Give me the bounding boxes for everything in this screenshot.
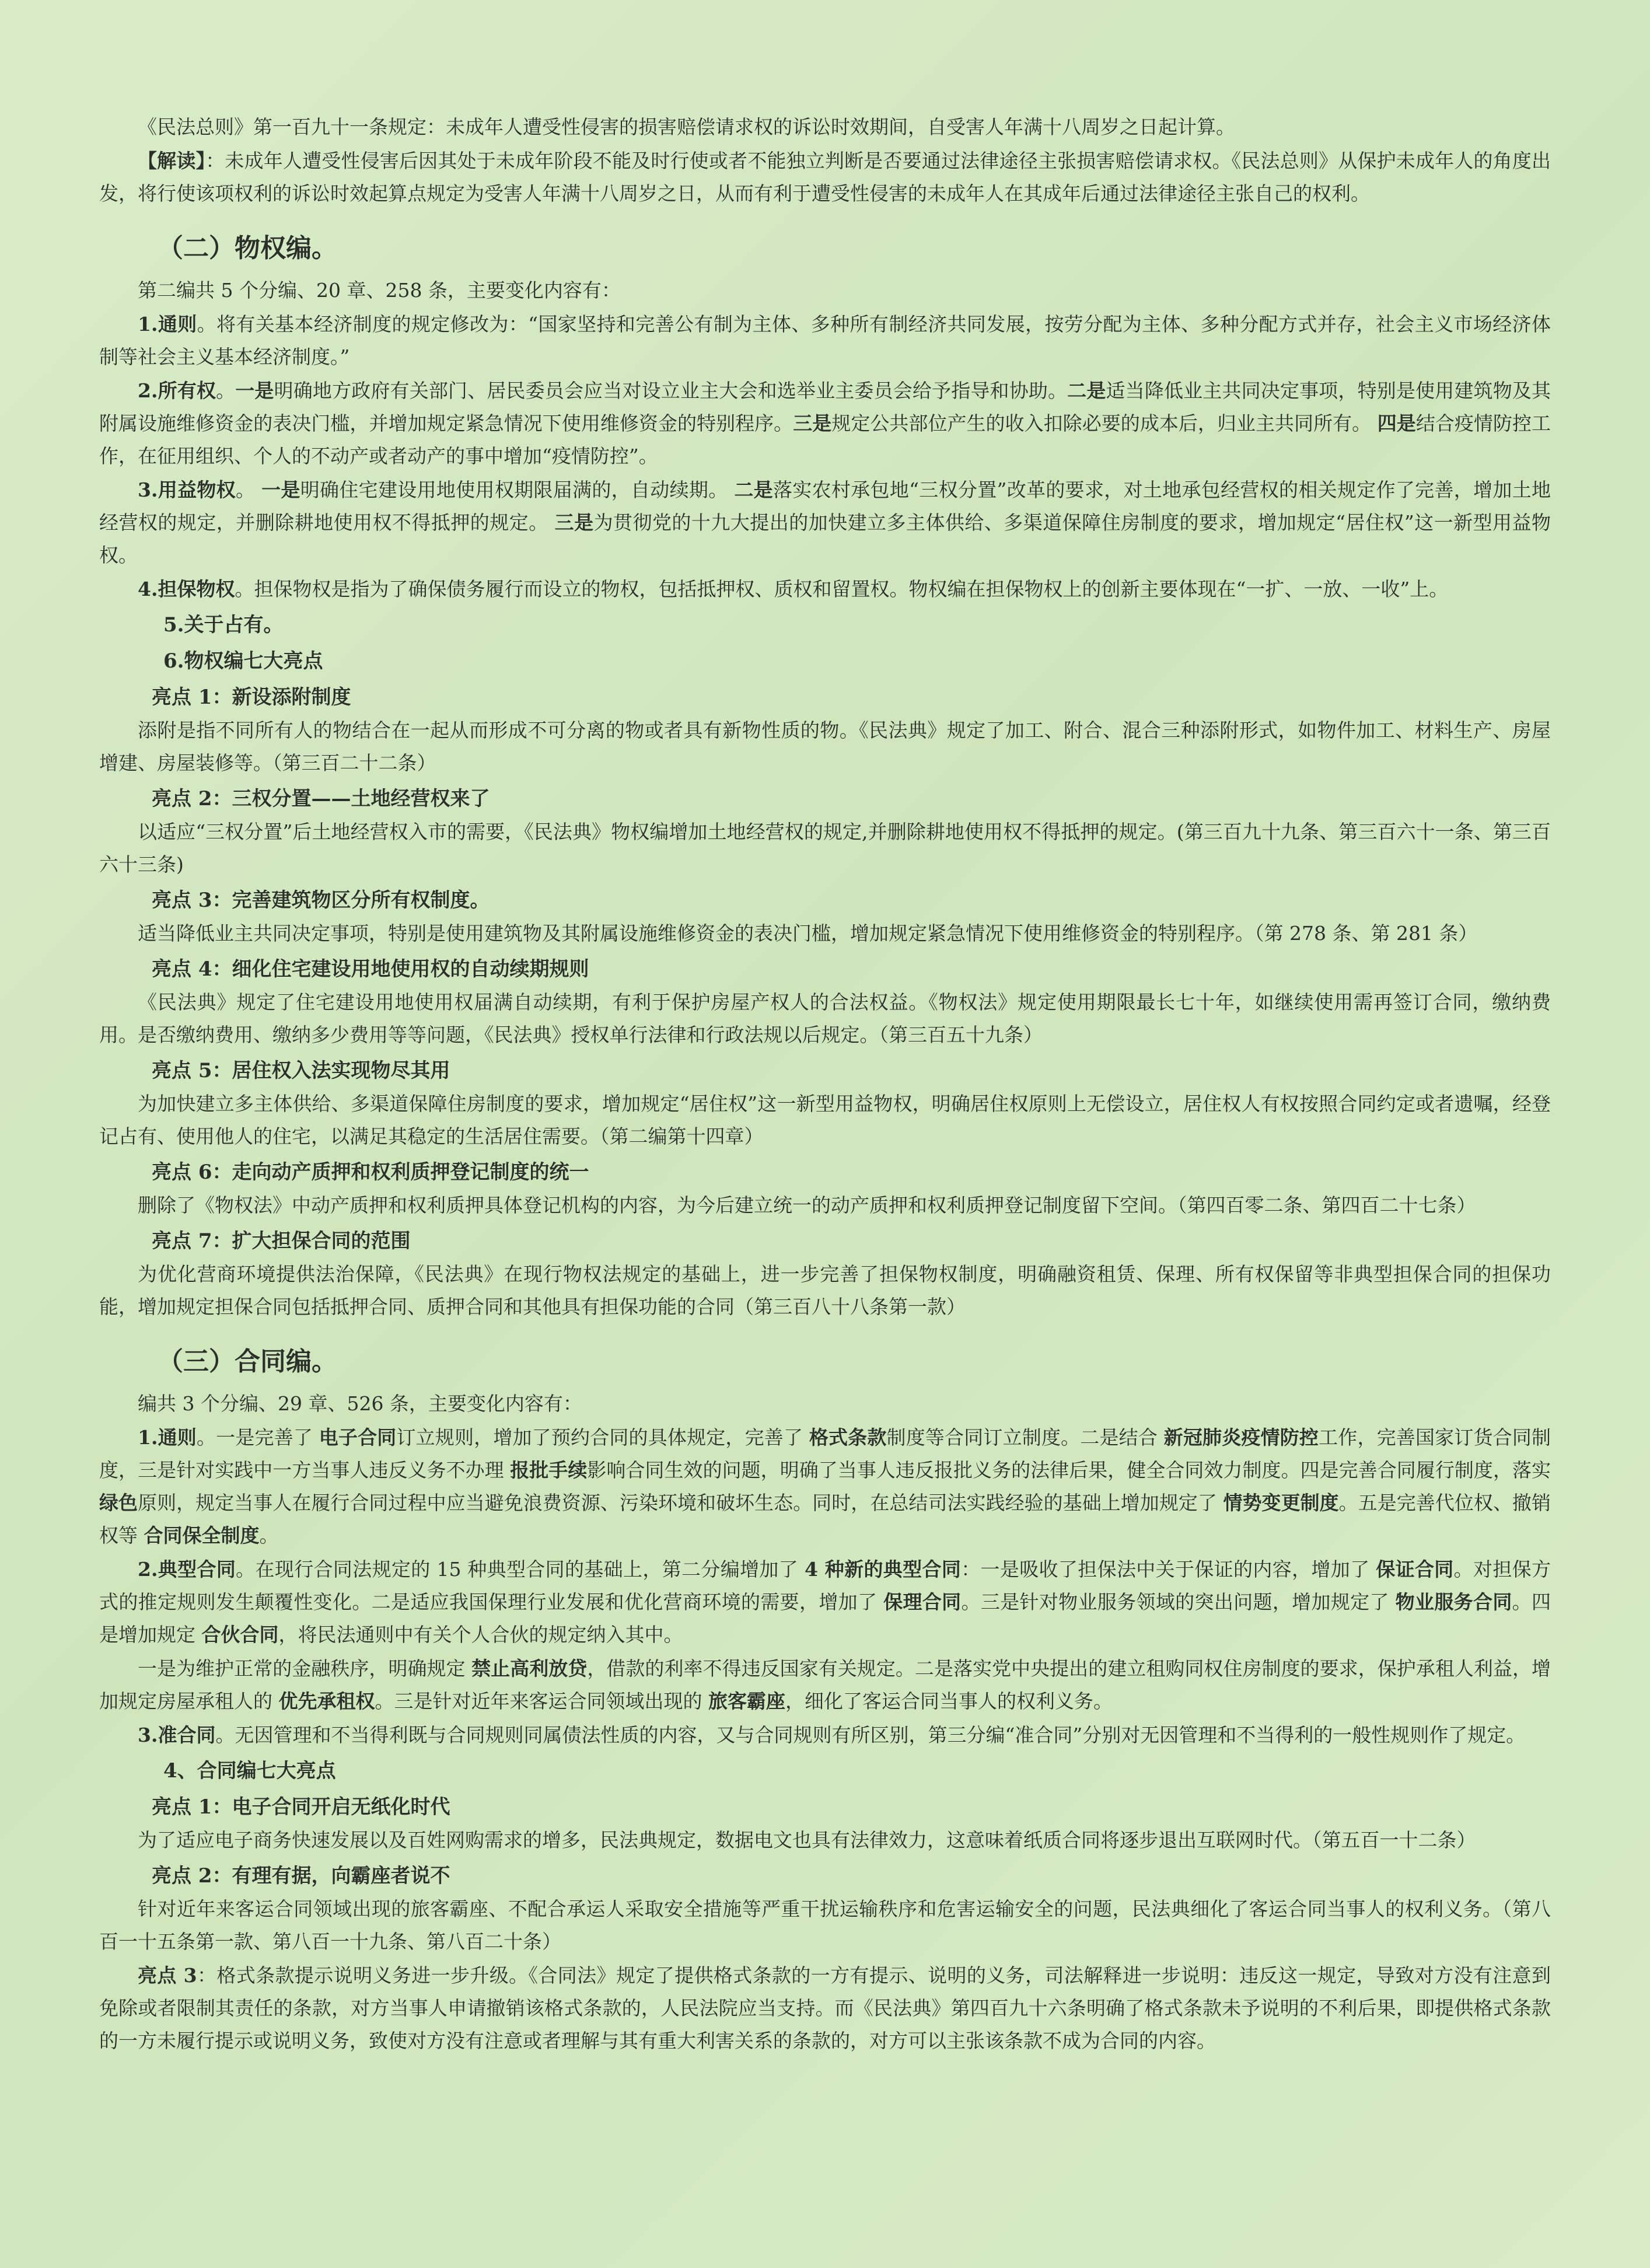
intro-law-paragraph: 《民法总则》第一百九十一条规定：未成年人遭受性侵害的损害赔偿请求权的诉讼时效期间，自受害人年满十八周岁之日起计算。 [138,116,1235,138]
item-label: 3.用益物权 [138,478,236,501]
keyword: 三是 [793,412,832,435]
keyword: 优先承租权 [278,1690,375,1713]
contract-typical-item [99,1553,1551,1651]
item-text: ，将民法通则中有关个人合伙的规定纳入其中。 [278,1623,683,1646]
property-possession-item: 5.关于占有。 [163,613,284,637]
keyword: 二是 [1067,379,1106,402]
property-highlight-3-title: 亮点 3：完善建筑物区分所有权制度。 [152,889,490,912]
item-label: 2.所有权 [138,379,216,402]
item-label: 2.典型合同 [138,1558,236,1581]
keyword: 禁止高利放贷 [471,1657,588,1680]
property-highlight-1-title: 亮点 1：新设添附制度 [152,686,351,709]
keyword: 三是 [554,511,594,534]
item-text: 。担保物权是指为了确保债务履行而设立的物权，包括抵押权、质权和留置权。物权编在担保物权上的创新主要体现在“一扩、一放、一收”上。 [235,578,1449,600]
item-text: ：格式条款提示说明义务进一步升级。《合同法》规定了提供格式条款的一方有提示、说明的义务，司法解释进一步说明：违反这一规定，导致对方没有注意到免除或者限制其责任的条款，对方当事人申请撤销该格式条款的，人民法院应当支持。而《民法典》第四百九十六条明确了格式条款未予说明的不利后果，即提供格式条款的一方未履行提示或说明义务，致使对方没有注意或者理解与其有重大利害关系的条款的，对方可以主张该条款不成为合同的内容。 [99,1964,1551,2052]
item-label: 1.通则 [138,1426,197,1449]
contract-quasi-item [99,1719,1551,1752]
keyword: 合同保全制度 [144,1524,260,1547]
contract-highlight-2-text: 针对近年来客运合同领域出现的旅客霸座、不配合承运人采取安全措施等严重干扰运输秩序和危害运输安全的问题，民法典细化了客运合同当事人的权利义务。（第八百一十五条第一款、第八百一十九条、第八百二十条） [99,1897,1551,1953]
contract-highlight-3-paragraph [99,1959,1551,2057]
contract-highlights-heading: 4、合同编七大亮点 [163,1759,336,1783]
item-text: ，借款的利率不得违反国家有关规定。二是落实党中央提出的建立租购同权住房制度的要求，保护承租人利益，增加规定房屋承租人的 [99,1657,1551,1713]
property-security-item [99,573,1551,606]
item-text: 。三是针对物业服务领域的突出问题，增加规定了 [961,1591,1396,1613]
property-highlight-5-title: 亮点 5：居住权入法实现物尽其用 [152,1059,450,1082]
item-text: 。 [236,478,256,501]
item-text: 。在现行合同法规定的 15 种典型合同的基础上，第二分编增加了 [236,1558,805,1581]
item-label: 3.准合同 [138,1724,216,1746]
item-text: 明确地方政府有关部门、居民委员会应当对设立业主大会和选举业主委员会给予指导和协助。 [274,379,1068,402]
keyword: 新冠肺炎疫情防控 [1163,1426,1319,1449]
property-highlight-6-text: 删除了《物权法》中动产质押和权利质押具体登记机构的内容，为今后建立统一的动产质押和权利质押登记制度留下空间。（第四百零二条、第四百二十七条） [138,1194,1476,1217]
property-highlight-7-title: 亮点 7：扩大担保合同的范围 [152,1229,411,1253]
item-text: 适当降低业主共同决定事项，特别是使用建筑物及其附属设施维修资金的表决门槛，并增加规定紧急情况下使用维修资金的特别程序。 [99,379,1551,435]
keyword: 一是 [261,478,300,501]
item-text: 。四是增加规定 [99,1591,1551,1646]
section-property-title: （二）物权编。 [158,233,337,263]
item-text: 原则，规定当事人在履行合同过程中应当避免浪费资源、污染环境和破坏生态。同时，在总结司法实践经验的基础上增加规定了 [138,1491,1223,1514]
property-highlight-3-text: 适当降低业主共同决定事项，特别是使用建筑物及其附属设施维修资金的表决门槛，增加规定紧急情况下使用维修资金的特别程序。（第 278 条、第 281 条） [138,922,1478,945]
contract-typical-continued [99,1652,1551,1718]
highlight-label: 亮点 3 [138,1964,197,1987]
property-highlight-4-title: 亮点 4：细化住宅建设用地使用权的自动续期规则 [152,957,589,981]
keyword: 格式条款 [809,1426,887,1449]
property-highlight-5-text: 为加快建立多主体供给、多渠道保障住房制度的要求，增加规定“居住权”这一新型用益物权，明确居住权原则上无偿设立，居住权人有权按照合同约定或者遗嘱，经登记占有、使用他人的住宅，以满足其稳定的生活居住需要。（第二编第十四章） [99,1092,1551,1148]
keyword: 保证合同 [1376,1558,1454,1581]
item-label: 4.担保物权 [138,578,235,600]
keyword: 电子合同 [319,1426,397,1449]
item-text: 。一是完善了 [196,1426,319,1449]
keyword: 四是 [1377,412,1416,435]
item-text: 。五是完善代位权、撤销权等 [99,1491,1551,1547]
keyword: 合伙合同 [201,1623,279,1646]
item-text: 。将有关基本经济制度的规定修改为：“国家坚持和完善公有制为主体、多种所有制经济共同发展，按劳分配为主体、多种分配方式并存，社会主义市场经济体制等社会主义基本经济制度。” [99,313,1551,368]
contract-highlight-2-title: 亮点 2：有理有据，向霸座者说不 [152,1864,450,1888]
intro-interpretation-paragraph [99,145,1551,210]
item-text: 为贯彻党的十九大提出的加快建立多主体供给、多渠道保障住房制度的要求，增加规定“居住权”这一新型用益物权。 [99,511,1551,567]
item-text: 。 [216,379,236,402]
property-highlight-2-text: 以适应“三权分置”后土地经营权入市的需要，《民法典》物权编增加土地经营权的规定,并删除耕地使用权不得抵押的规定。(第三百九十九条、第三百六十一条、第三百六十三条) [99,820,1551,876]
property-highlight-4-text: 《民法典》规定了住宅建设用地使用权届满自动续期，有利于保护房屋产权人的合法权益。《物权法》规定使用期限最长七十年，如继续使用需再签订合同，缴纳费用。是否缴纳费用、缴纳多少费用等等问题，《民法典》授权单行法律和行政法规以后规定。（第三百五十九条） [99,991,1551,1046]
item-text: 明确住宅建设用地使用权期限届满的，自动续期。 [300,478,728,501]
item-text: 制度等合同订立制度。二是结合 [886,1426,1164,1449]
keyword: 旅客霸座 [708,1690,785,1713]
keyword: 情势变更制度 [1223,1491,1339,1514]
item-text: 工作，完善国家订货合同制度，三是针对实践中一方当事人违反义务不办理 [99,1426,1551,1481]
property-ownership-item [99,375,1551,473]
item-text: 。无因管理和不当得利既与合同规则同属债法性质的内容，又与合同规则有所区别，第三分编“准合同”分别对无因管理和不当得利的一般性规则作了规定。 [215,1724,1526,1746]
item-text: 落实农村承包地“三权分置”改革的要求，对土地承包经营权的相关规定作了完善，增加土地经营权的规定，并删除耕地使用权不得抵押的规定。 [99,478,1551,534]
contract-highlight-1-title: 亮点 1：电子合同开启无纸化时代 [152,1795,450,1819]
keyword: 绿色 [99,1491,138,1514]
section-property-intro: 第二编共 5 个分编、20 章、258 条，主要变化内容有： [138,279,621,302]
keyword: 报批手续 [510,1459,588,1481]
item-text: 一是为维护正常的金融秩序，明确规定 [138,1657,472,1680]
item-text: 影响合同生效的问题，明确了当事人违反报批义务的法律后果，健全合同效力制度。四是完善合同履行制度，落实 [587,1459,1551,1481]
property-highlight-1-text: 添附是指不同所有人的物结合在一起从而形成不可分离的物或者具有新物性质的物。《民法典》规定了加工、附合、混合三种添附形式，如物件加工、材料生产、房屋增建、房屋装修等。（第三百二十二条） [99,719,1551,774]
property-highlight-7-text: 为优化营商环境提供法治保障，《民法典》在现行物权法规定的基础上，进一步完善了担保物权制度，明确融资租赁、保理、所有权保留等非典型担保合同的担保功能，增加规定担保合同包括抵押合同、质押合同和其他具有担保功能的合同（第三百八十八条第一款） [99,1263,1551,1318]
item-text: 订立规则，增加了预约合同的具体规定，完善了 [396,1426,809,1449]
item-text: 。 [259,1524,279,1547]
item-text: 结合疫情防控工作，在征用组织、个人的不动产或者动产的事中增加“疫情防控”。 [99,412,1551,467]
property-highlights-heading: 6.物权编七大亮点 [163,649,323,673]
section-contract-title: （三）合同编。 [158,1347,337,1376]
keyword: 4 种新的典型合同 [804,1558,962,1581]
item-label: 1.通则 [138,313,197,336]
keyword: 保理合同 [883,1591,962,1613]
property-highlight-2-title: 亮点 2：三权分置——土地经营权来了 [152,787,490,810]
interpretation-label: 【解读】 [138,149,206,172]
keyword: 二是 [734,478,773,501]
item-text: ，细化了客运合同当事人的权利义务。 [785,1690,1113,1713]
item-text: 。三是针对近年来客运合同领域出现的 [375,1690,708,1713]
property-usufruct-item [99,474,1551,572]
item-text: ：一是吸收了担保法中关于保证的内容，增加了 [961,1558,1376,1581]
contract-general-item [99,1421,1551,1552]
item-text: 。对担保方式的推定规则发生颠覆性变化。二是适应我国保理行业发展和优化营商环境的需要，增加了 [99,1558,1551,1613]
property-general-item [99,308,1551,373]
keyword: 物业服务合同 [1395,1591,1512,1613]
section-contract-intro: 编共 3 个分编、29 章、526 条，主要变化内容有： [138,1392,582,1415]
item-text: 规定公共部位产生的收入扣除必要的成本后，归业主共同所有。 [831,412,1372,435]
interpretation-text: ：未成年人遭受性侵害后因其处于未成年阶段不能及时行使或者不能独立判断是否要通过法律途径主张损害赔偿请求权。《民法总则》从保护未成年人的角度出发，将行使该项权利的诉讼时效起算点规定为受害人年满十八周岁之日，从而有利于遭受性侵害的未成年人在其成年后通过法律途径主张自己的权利。 [99,149,1551,205]
contract-highlight-1-text: 为了适应电子商务快速发展以及百姓网购需求的增多，民法典规定，数据电文也具有法律效力，这意味着纸质合同将逐步退出互联网时代。（第五百一十二条） [138,1829,1476,1851]
property-highlight-6-title: 亮点 6：走向动产质押和权利质押登记制度的统一 [152,1161,589,1184]
keyword: 一是 [235,379,274,402]
